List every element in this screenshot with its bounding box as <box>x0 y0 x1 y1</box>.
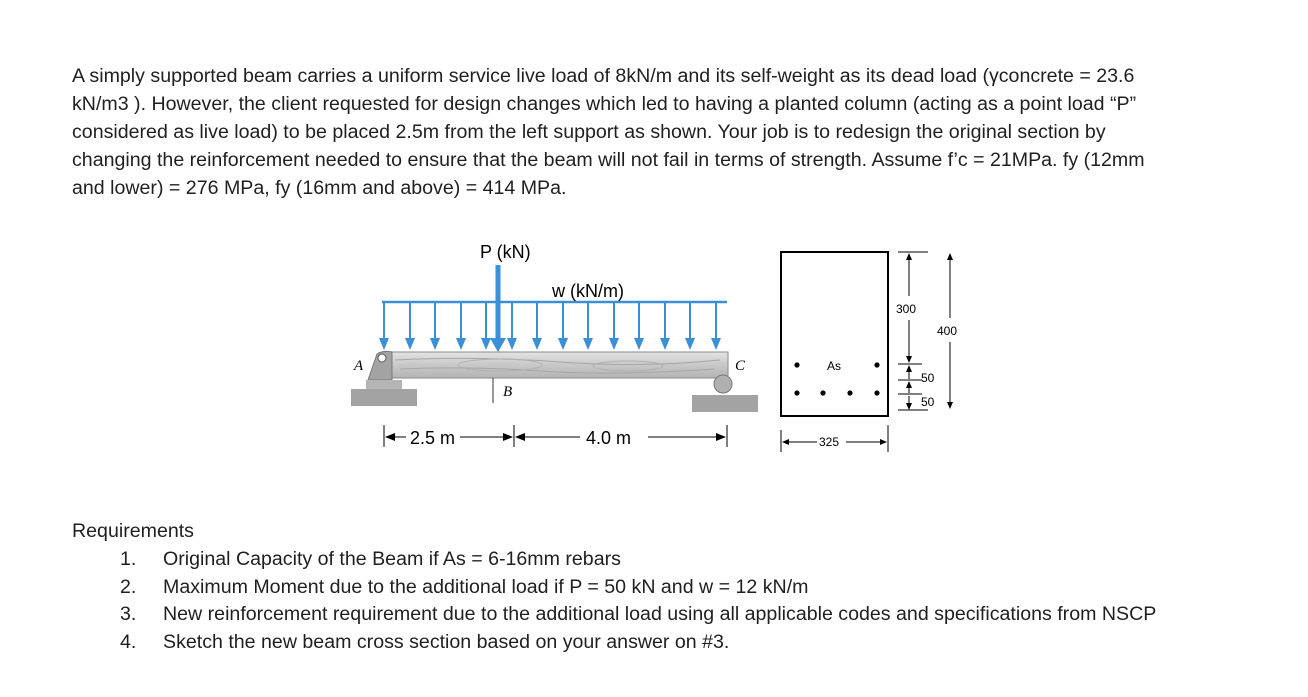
load-arrowhead <box>481 338 491 350</box>
point-load-arrow <box>490 265 506 352</box>
dim-400-label: 400 <box>937 324 958 338</box>
beam <box>382 352 728 378</box>
problem-line: A simply supported beam carries a uniform service live load of 8kN/m and its self-weight as its dead load (γconcrete = 23.6 <box>72 65 1135 87</box>
span-right-label: 4.0 m <box>586 428 632 448</box>
width-label: 325 <box>819 435 840 449</box>
item-number: 2. <box>120 575 137 598</box>
distributed-load-label: w (kN/m) <box>552 281 624 301</box>
problem-line: kN/m3 ). However, the client requested for design changes which led to having a planted column (acting as a point load “P” <box>72 93 1137 115</box>
span-dimensions <box>384 425 727 448</box>
load-arrowhead <box>532 338 542 350</box>
load-arrowhead <box>558 338 568 350</box>
span-left-label: 2.5 m <box>410 428 456 448</box>
load-arrowhead <box>405 338 415 350</box>
dim-50-top-label: 50 <box>921 371 935 385</box>
as-label: As <box>827 359 842 373</box>
item-text: Original Capacity of the Beam if As = 6-16mm rebars <box>163 548 621 570</box>
load-arrowhead <box>583 338 593 350</box>
item-number: 4. <box>120 630 137 653</box>
load-arrowhead <box>456 338 466 350</box>
item-number: 1. <box>120 548 137 570</box>
dim-300-label: 300 <box>896 302 917 316</box>
load-arrowhead <box>609 338 619 350</box>
roller-support-c <box>692 375 758 412</box>
point-b-label: B <box>503 384 513 400</box>
list-item <box>120 601 1156 629</box>
list-item <box>120 629 1156 657</box>
dim-50-bottom-label: 50 <box>921 395 935 409</box>
item-text: New reinforcement requirement due to the additional load using all applicable codes and specifications from NSCP <box>163 603 1157 625</box>
support-a-label: A <box>354 358 364 374</box>
list-item <box>120 574 1156 602</box>
item-text: Maximum Moment due to the additional load if P = 50 kN and w = 12 kN/m <box>163 575 809 598</box>
support-c-label: C <box>735 358 746 374</box>
beam-cross-section <box>781 252 957 452</box>
problem-line: and lower) = 276 MPa, fy (16mm and above) = 414 MPa. <box>72 177 567 199</box>
load-arrowhead <box>660 338 670 350</box>
point-load-label: P (kN) <box>480 242 531 262</box>
requirements-title: Requirements <box>72 520 194 542</box>
item-number: 3. <box>120 603 137 625</box>
load-arrowhead <box>507 338 517 350</box>
problem-line: considered as live load) to be placed 2.5m from the left support as shown. Your job is to redesign the original section by <box>72 121 1106 143</box>
load-arrowhead <box>379 338 389 350</box>
problem-line: changing the reinforcement needed to ensure that the beam will not fail in terms of strength. Assume f’c = 21MPa. fy (12mm <box>72 149 1145 171</box>
requirements-list <box>120 546 1156 656</box>
load-arrows <box>379 302 721 350</box>
load-arrowhead <box>634 338 644 350</box>
load-arrowhead <box>711 338 721 350</box>
load-arrowhead <box>430 338 440 350</box>
list-item <box>120 546 1156 574</box>
distributed-load <box>379 302 727 350</box>
load-arrowhead <box>685 338 695 350</box>
item-text: Sketch the new beam cross section based on your answer on #3. <box>163 630 730 653</box>
